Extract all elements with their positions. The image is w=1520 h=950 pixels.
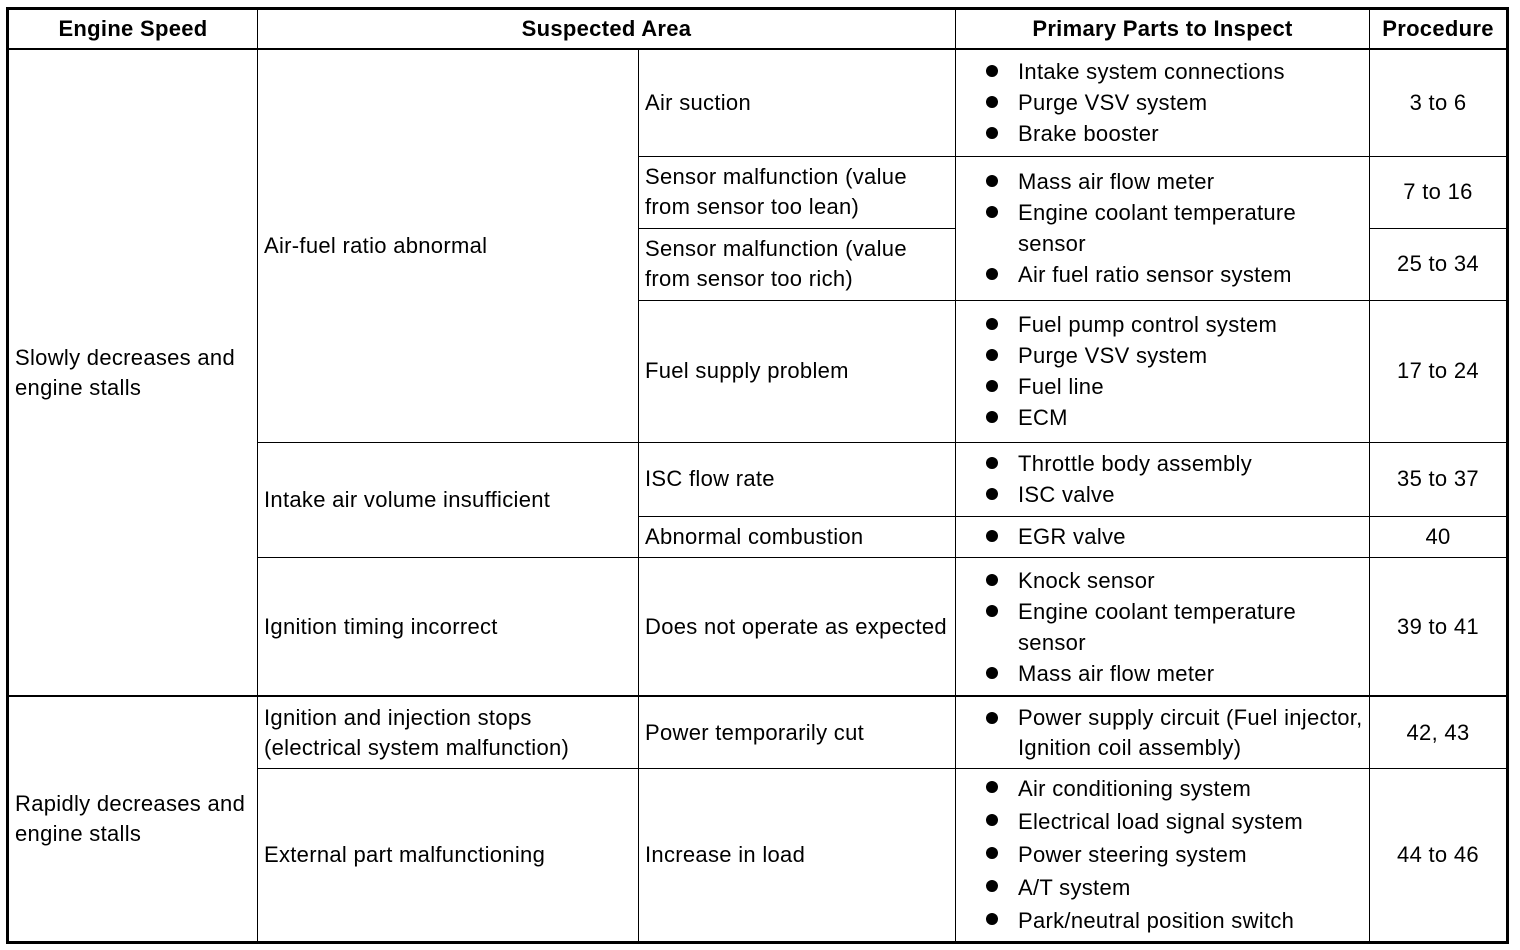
parts-list [962,565,1363,689]
bullet-icon [986,814,998,826]
list-item: Electrical load signal system [982,805,1363,838]
procedure-cell: 3 to 6 [1370,49,1508,156]
parts-cell [956,557,1370,696]
list-item: Fuel line [982,371,1363,402]
suspected-area-cell: Intake air volume insufficient [258,442,639,557]
header-row [8,9,1508,50]
bullet-icon [986,206,998,218]
list-item: Power supply circuit (Fuel injector, Ignition coil assembly) [982,703,1363,763]
parts-cell [956,516,1370,557]
suspected-area-cell: External part malfunctioning [258,768,639,942]
bullet-icon [986,530,998,542]
parts-cell [956,768,1370,942]
header-primary-parts: Primary Parts to Inspect [956,9,1370,50]
sub-area-cell: Does not operate as expected [639,557,956,696]
bullet-icon [986,175,998,187]
parts-list [962,309,1363,433]
bullet-icon [986,65,998,77]
procedure-cell: 7 to 16 [1370,156,1508,228]
parts-list [962,521,1363,552]
suspected-area-cell: Ignition timing incorrect [258,557,639,696]
bullet-icon [986,411,998,423]
list-item: ECM [982,402,1363,433]
bullet-icon [986,457,998,469]
bullet-icon [986,781,998,793]
parts-cell [956,300,1370,442]
parts-cell [956,49,1370,156]
bullet-icon [986,127,998,139]
procedure-cell: 44 to 46 [1370,768,1508,942]
table-row [8,696,1508,768]
sub-area-cell: Air suction [639,49,956,156]
list-item: Mass air flow meter [982,166,1363,197]
list-item: Intake system connections [982,56,1363,87]
table-row [8,49,1508,156]
suspected-area-cell: Air-fuel ratio abnormal [258,49,639,442]
parts-cell [956,442,1370,516]
sub-area-cell: Fuel supply problem [639,300,956,442]
diagnosis-table [6,7,1509,944]
sub-area-cell: Power temporarily cut [639,696,956,768]
procedure-cell: 40 [1370,516,1508,557]
sub-area-cell: Abnormal combustion [639,516,956,557]
bullet-icon [986,488,998,500]
list-item: Mass air flow meter [982,658,1363,689]
bullet-icon [986,380,998,392]
list-item: A/T system [982,871,1363,904]
bullet-icon [986,913,998,925]
sub-area-cell: ISC flow rate [639,442,956,516]
list-item: Purge VSV system [982,87,1363,118]
suspected-area-cell: Ignition and injection stops (electrical system malfunction) [258,696,639,768]
bullet-icon [986,880,998,892]
list-item: Brake booster [982,118,1363,149]
list-item: Air fuel ratio sensor system [982,259,1363,290]
list-item: Throttle body assembly [982,448,1363,479]
list-item: EGR valve [982,521,1363,552]
list-item: Power steering system [982,838,1363,871]
engine-speed-cell: Slowly decreases and engine stalls [8,49,258,696]
procedure-cell: 39 to 41 [1370,557,1508,696]
bullet-icon [986,712,998,724]
procedure-cell: 35 to 37 [1370,442,1508,516]
parts-cell [956,156,1370,300]
bullet-icon [986,574,998,586]
parts-cell [956,696,1370,768]
bullet-icon [986,847,998,859]
bullet-icon [986,605,998,617]
bullet-icon [986,268,998,280]
sub-area-cell: Sensor malfunction (value from sensor too rich) [639,228,956,300]
list-item: Engine coolant temperature sensor [982,596,1363,658]
sub-area-cell: Sensor malfunction (value from sensor too lean) [639,156,956,228]
procedure-cell: 17 to 24 [1370,300,1508,442]
parts-list [962,56,1363,149]
parts-list [962,166,1363,290]
bullet-icon [986,349,998,361]
bullet-icon [986,667,998,679]
bullet-icon [986,96,998,108]
procedure-cell: 42, 43 [1370,696,1508,768]
engine-speed-cell: Rapidly decreases and engine stalls [8,696,258,942]
sub-area-cell: Increase in load [639,768,956,942]
parts-list [962,772,1363,937]
header-engine-speed: Engine Speed [8,9,258,50]
list-item: ISC valve [982,479,1363,510]
list-item: Engine coolant temperature sensor [982,197,1363,259]
list-item: Purge VSV system [982,340,1363,371]
parts-list [962,448,1363,510]
header-procedure: Procedure [1370,9,1508,50]
list-item: Park/neutral position switch [982,904,1363,937]
list-item: Fuel pump control system [982,309,1363,340]
procedure-cell: 25 to 34 [1370,228,1508,300]
header-suspected-area: Suspected Area [258,9,956,50]
list-item: Knock sensor [982,565,1363,596]
parts-list [962,703,1363,763]
bullet-icon [986,318,998,330]
list-item: Air conditioning system [982,772,1363,805]
